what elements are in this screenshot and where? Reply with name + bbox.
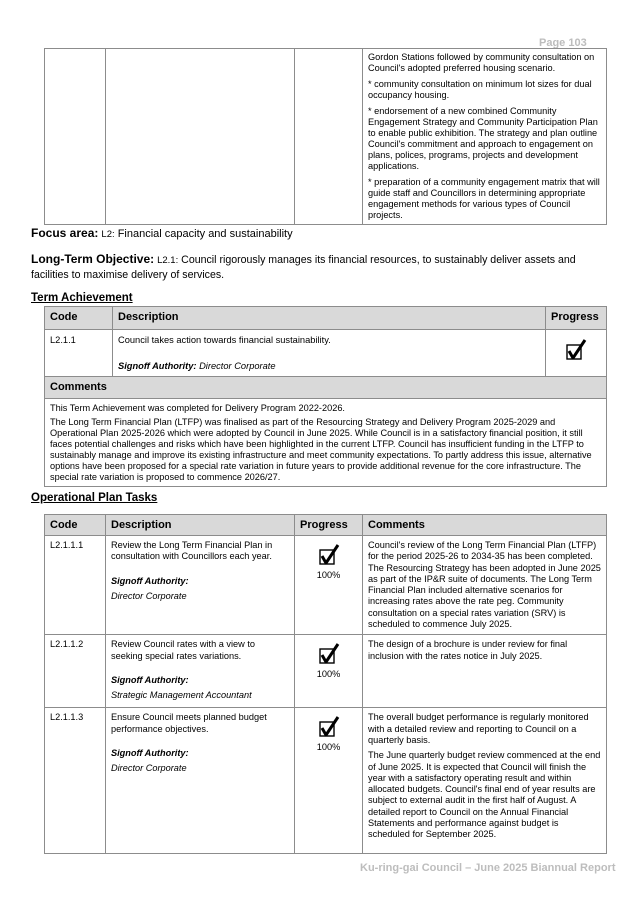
task-progress: [295, 708, 363, 854]
task-comments: [363, 536, 607, 635]
table-row: [45, 49, 607, 225]
column-header-description: Description: [113, 307, 546, 330]
table-row: [45, 536, 607, 635]
table-row: [45, 708, 607, 854]
signoff-name: Strategic Management Accountant: [111, 690, 252, 701]
signoff-label: Signoff Authority:: [111, 674, 189, 685]
signoff: [118, 361, 540, 371]
signoff: [111, 748, 289, 775]
comment-paragraph: Gordon Stations followed by community consultation on Council's adopted preferred housing scenario.: [368, 52, 595, 73]
task-description: Review the Long Term Financial Plan in consultation with Councillors each year.: [111, 540, 273, 562]
objective-label: Long-Term Objective:: [31, 252, 155, 266]
report-footer: Ku-ring-gai Council – June 2025 Biannual Report: [360, 862, 616, 874]
achievement-description: Council takes action towards financial sustainability.: [118, 335, 331, 345]
task-description: Ensure Council meets planned budget performance objectives.: [111, 712, 267, 734]
signoff-label: Signoff Authority:: [118, 361, 197, 371]
task-description-cell: [106, 536, 295, 635]
focus-area: [31, 226, 293, 240]
checkbox-tick-icon: [317, 641, 341, 667]
column-header-code: Code: [45, 307, 113, 330]
task-description-cell: [106, 635, 295, 708]
page-number: Page 103: [539, 37, 587, 49]
comment-paragraph: This Term Achievement was completed for Delivery Program 2022-2026.: [50, 403, 345, 413]
term-achievement-table: [44, 306, 607, 487]
checkbox-tick-icon: [317, 714, 341, 740]
task-comments: [363, 708, 607, 854]
task-description-cell: [106, 708, 295, 854]
task-comments: [363, 635, 607, 708]
column-header-comments: Comments: [363, 515, 607, 536]
column-header-code: Code: [45, 515, 106, 536]
table-row: [45, 635, 607, 708]
achievement-progress: [546, 330, 607, 377]
comment-paragraph: The design of a brochure is under review for final inclusion with the rates notice in July 2025.: [368, 639, 568, 661]
comment-paragraph: * preparation of a community engagement matrix that will guide staff and Councillors in determining appropriate engagement methods for various types of Council projects.: [368, 177, 600, 220]
code-cell: [45, 49, 106, 225]
objective-text: Council rigorously manages its financial resources, to sustainably deliver assets and facilities to maximise delivery of services.: [31, 254, 576, 281]
comments-label: Comments: [45, 377, 607, 399]
progress-percent: 100%: [316, 669, 341, 680]
comment-paragraph: * endorsement of a new combined Community Engagement Strategy and Community Participation Plan to enable public exhibition. The strategy and plan outline Council's commitment and approach to engagement on plans, polices, programs, projects and development applications.: [368, 106, 598, 171]
table-header-row: [45, 307, 607, 330]
comments-cell: [45, 399, 607, 487]
progress-percent: 100%: [316, 570, 341, 580]
focus-area-label: Focus area:: [31, 226, 99, 240]
operational-plan-table: [44, 514, 607, 854]
signoff-name: Director Corporate: [111, 590, 187, 601]
checkbox-tick-icon: [564, 337, 588, 363]
comment-paragraph: Council's review of the Long Term Financial Plan (LTFP) for the period 2025-26 to 2034-35 has been completed. The Resourcing Strategy has been adopted in June 2025 as part of the IP&R suite of documents. The Long Term Financial Plan included alternative scenarios for increasing rates above the rate peg. Community consultation on a special rates variation (SRV) is scheduled to commence July 2025.: [368, 540, 601, 630]
term-achievement-heading: Term Achievement: [31, 292, 133, 304]
comment-paragraph: The Long Term Financial Plan (LTFP) was finalised as part of the Resourcing Strategy and Delivery Program 2025-2029 and Operational Plan 2025-2026 which were adopted by Council in June 2025. While Council is in a satisfactory financial position, it still faces potential challenges and risks which have been highlighted in the current LTFP. Council has insufficient funding in the LTFP to sustainably manage and improve its existing infrastructure and meet community expectations. To partly address this issue, alternative options have been proposed for a special rate variation in future years to provide additional revenue for the core infrastructure. The special rate variation is proposed to commence 2026/27.: [50, 417, 592, 482]
signoff-name: Director Corporate: [199, 361, 276, 371]
column-header-progress: Progress: [546, 307, 607, 330]
column-header-description: Description: [106, 515, 295, 536]
task-code: L2.1.1.3: [45, 708, 106, 854]
task-progress: [295, 536, 363, 635]
task-description: Review Council rates with a view to seeking special rates variations.: [111, 639, 255, 661]
operational-plan-heading: Operational Plan Tasks: [31, 492, 158, 504]
signoff-name: Director Corporate: [111, 763, 187, 774]
signoff-label: Signoff Authority:: [111, 747, 189, 758]
task-progress: [295, 635, 363, 708]
description-cell: [106, 49, 295, 225]
comment-paragraph: The overall budget performance is regularly monitored with a detailed review and reporting to Council on a quarterly basis.: [368, 712, 589, 745]
achievement-description-cell: [113, 330, 546, 377]
achievement-code: L2.1.1: [45, 330, 113, 377]
task-code: L2.1.1.1: [45, 536, 106, 635]
comments-cell: [363, 49, 607, 225]
signoff: [111, 576, 289, 603]
long-term-objective: [31, 252, 601, 282]
table-header-row: [45, 515, 607, 536]
checkbox-tick-icon: [317, 542, 341, 568]
objective-code: L2.1:: [157, 255, 179, 266]
comment-paragraph: * community consultation on minimum lot sizes for dual occupancy housing.: [368, 79, 592, 100]
comment-paragraph: The June quarterly budget review commenced at the end of June 2025. It is expected that Council will finish the year with a satisfactory operating result and within allocated budgets. Council's final end of year results are subject to external audit in the first half of August. A detailed report to Council on the Annual Financial Statements and performance against budget is scheduled for September 2025.: [368, 750, 601, 840]
signoff-label: Signoff Authority:: [111, 575, 189, 586]
focus-area-text: Financial capacity and sustainability: [117, 228, 293, 240]
continued-table: [44, 48, 607, 225]
focus-area-code: L2:: [101, 229, 115, 240]
comments-header-row: [45, 377, 607, 399]
progress-percent: 100%: [316, 742, 341, 753]
progress-cell: [295, 49, 363, 225]
signoff: [111, 675, 289, 702]
column-header-progress: Progress: [295, 515, 363, 536]
task-code: L2.1.1.2: [45, 635, 106, 708]
comments-row: [45, 399, 607, 487]
table-row: [45, 330, 607, 377]
